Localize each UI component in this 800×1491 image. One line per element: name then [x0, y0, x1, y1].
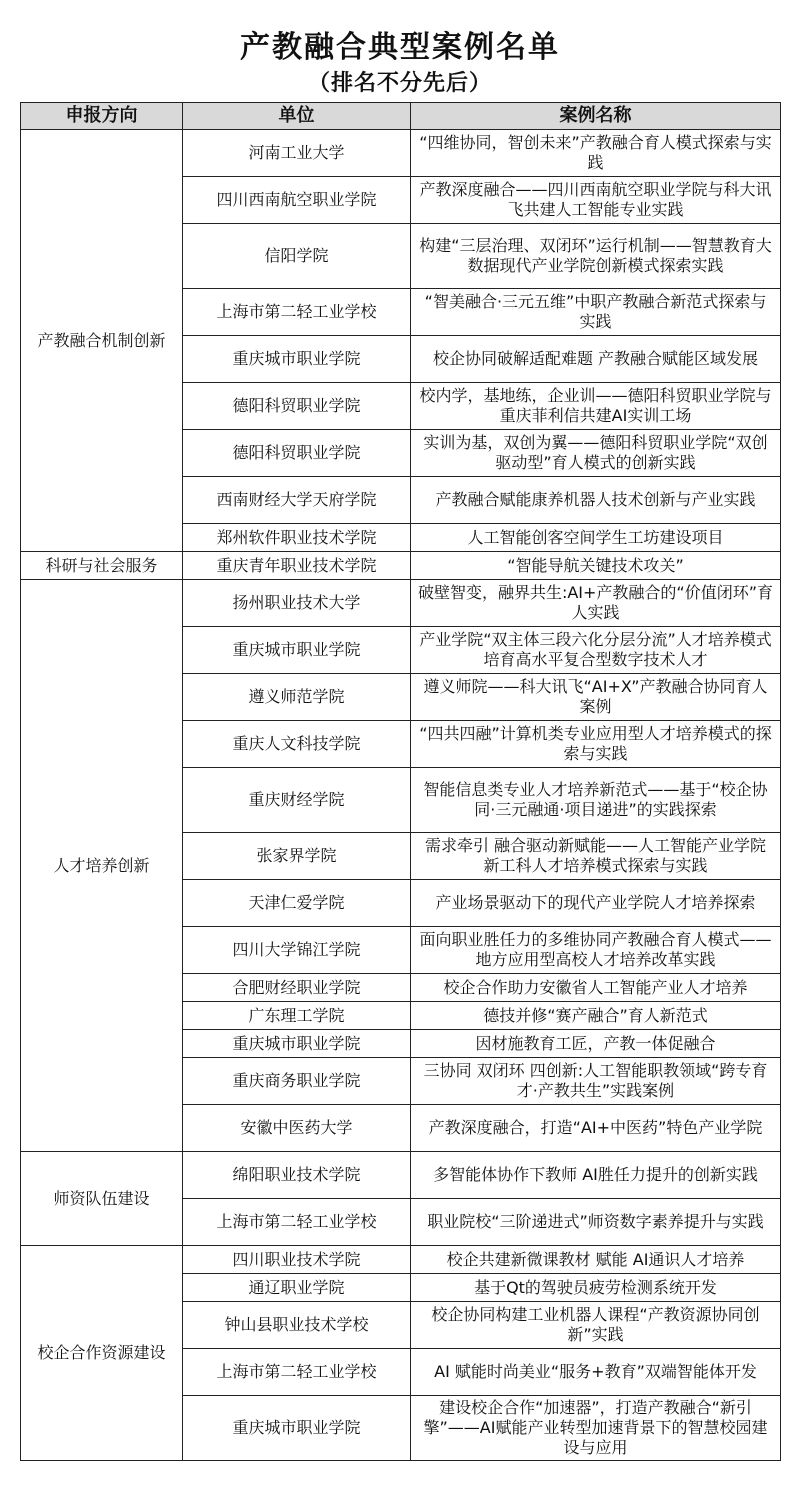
unit-cell: 德阳科贸职业学院	[183, 430, 411, 477]
case-name-cell: 校企共建新微课教材 赋能 AI通识人才培养	[411, 1246, 781, 1274]
unit-cell: 重庆城市职业学院	[183, 627, 411, 674]
case-name-cell: 基于Qt的驾驶员疲劳检测系统开发	[411, 1274, 781, 1302]
case-name-cell: 实训为基，双创为翼——德阳科贸职业学院“双创驱动型”育人模式的创新实践	[411, 430, 781, 477]
unit-cell: 重庆人文科技学院	[183, 721, 411, 768]
case-name-cell: 产业学院“双主体三段六化分层分流”人才培养模式 培育高水平复合型数字技术人才	[411, 627, 781, 674]
unit-cell: 天津仁爱学院	[183, 880, 411, 927]
case-name-cell: 建设校企合作“加速器”，打造产教融合“新引擎”——AI赋能产业转型加速背景下的智慧校园建设与应用	[411, 1396, 781, 1461]
case-name-cell: 产业场景驱动下的现代产业学院人才培养探索	[411, 880, 781, 927]
direction-cell: 人才培养创新	[21, 580, 183, 1152]
case-list-table	[20, 102, 781, 1461]
case-name-cell: 校企协同破解适配难题 产教融合赋能区域发展	[411, 336, 781, 383]
case-name-cell: 德技并修“赛产融合”育人新范式	[411, 1002, 781, 1030]
unit-cell: 绵阳职业技术学院	[183, 1152, 411, 1199]
unit-cell: 广东理工学院	[183, 1002, 411, 1030]
case-name-cell: AI 赋能时尚美业“服务+教育”双端智能体开发	[411, 1349, 781, 1396]
page-title: 产教融合典型案例名单	[240, 30, 560, 65]
unit-cell: 重庆城市职业学院	[183, 1396, 411, 1461]
unit-cell: 遵义师范学院	[183, 674, 411, 721]
case-name-cell: 智能信息类专业人才培养新范式——基于“校企协同·三元融通·项目递进”的实践探索	[411, 768, 781, 833]
unit-cell: 河南工业大学	[183, 130, 411, 177]
unit-cell: 合肥财经职业学院	[183, 974, 411, 1002]
table-row	[21, 1246, 781, 1274]
case-name-cell: 校企协同构建工业机器人课程“产教资源协同创新”实践	[411, 1302, 781, 1349]
case-name-cell: “四共四融”计算机类专业应用型人才培养模式的探索与实践	[411, 721, 781, 768]
unit-cell: 西南财经大学天府学院	[183, 477, 411, 524]
direction-cell: 产教融合机制创新	[21, 130, 183, 552]
table-body	[21, 130, 781, 1461]
case-name-cell: 产教融合赋能康养机器人技术创新与产业实践	[411, 477, 781, 524]
table-row	[21, 1152, 781, 1199]
case-name-cell: 三协同 双闭环 四创新:人工智能职教领域“跨专育才·产教共生”实践案例	[411, 1058, 781, 1105]
case-name-cell: 破壁智变，融界共生:AI+产教融合的“价值闭环”育人实践	[411, 580, 781, 627]
table-row	[21, 552, 781, 580]
unit-cell: 扬州职业技术大学	[183, 580, 411, 627]
table-row	[21, 580, 781, 627]
unit-cell: 重庆城市职业学院	[183, 1030, 411, 1058]
unit-cell: 重庆城市职业学院	[183, 336, 411, 383]
unit-cell: 通辽职业学院	[183, 1274, 411, 1302]
unit-cell: 重庆青年职业技术学院	[183, 552, 411, 580]
table-row	[21, 130, 781, 177]
case-name-cell: “四维协同，智创未来”产教融合育人模式探索与实践	[411, 130, 781, 177]
case-name-cell: 需求牵引 融合驱动新赋能——人工智能产业学院新工科人才培养模式探索与实践	[411, 833, 781, 880]
unit-cell: 重庆财经学院	[183, 768, 411, 833]
direction-cell: 科研与社会服务	[21, 552, 183, 580]
direction-cell: 师资队伍建设	[21, 1152, 183, 1246]
case-name-cell: 遵义师院——科大讯飞“AI+X”产教融合协同育人案例	[411, 674, 781, 721]
case-name-cell: 产教深度融合——四川西南航空职业学院与科大讯飞共建人工智能专业实践	[411, 177, 781, 224]
unit-cell: 上海市第二轻工业学校	[183, 1199, 411, 1246]
case-name-cell: 构建“三层治理、双闭环”运行机制——智慧教育大数据现代产业学院创新模式探索实践	[411, 224, 781, 289]
case-name-cell: 面向职业胜任力的多维协同产教融合育人模式——地方应用型高校人才培养改革实践	[411, 927, 781, 974]
header-unit: 单位	[183, 103, 411, 130]
case-name-cell: 产教深度融合，打造“AI+中医药”特色产业学院	[411, 1105, 781, 1152]
case-name-cell: 因材施教育工匠，产教一体促融合	[411, 1030, 781, 1058]
header-direction: 申报方向	[21, 103, 183, 130]
unit-cell: 安徽中医药大学	[183, 1105, 411, 1152]
direction-cell: 校企合作资源建设	[21, 1246, 183, 1461]
header-case-name: 案例名称	[411, 103, 781, 130]
unit-cell: 郑州软件职业技术学院	[183, 524, 411, 552]
case-name-cell: 职业院校“三阶递进式”师资数字素养提升与实践	[411, 1199, 781, 1246]
case-name-cell: 人工智能创客空间学生工坊建设项目	[411, 524, 781, 552]
unit-cell: 上海市第二轻工业学校	[183, 289, 411, 336]
table-header-row	[21, 103, 781, 130]
unit-cell: 四川西南航空职业学院	[183, 177, 411, 224]
case-name-cell: 校内学，基地练，企业训——德阳科贸职业学院与重庆菲利信共建AI实训工场	[411, 383, 781, 430]
page-subtitle: （排名不分先后）	[307, 70, 492, 96]
unit-cell: 德阳科贸职业学院	[183, 383, 411, 430]
unit-cell: 钟山县职业技术学校	[183, 1302, 411, 1349]
case-name-cell: “智能导航关键技术攻关”	[411, 552, 781, 580]
case-name-cell: 多智能体协作下教师 AI胜任力提升的创新实践	[411, 1152, 781, 1199]
unit-cell: 上海市第二轻工业学校	[183, 1349, 411, 1396]
unit-cell: 四川大学锦江学院	[183, 927, 411, 974]
unit-cell: 重庆商务职业学院	[183, 1058, 411, 1105]
unit-cell: 信阳学院	[183, 224, 411, 289]
case-name-cell: 校企合作助力安徽省人工智能产业人才培养	[411, 974, 781, 1002]
unit-cell: 四川职业技术学院	[183, 1246, 411, 1274]
unit-cell: 张家界学院	[183, 833, 411, 880]
case-name-cell: “智美融合·三元五维”中职产教融合新范式探索与实践	[411, 289, 781, 336]
